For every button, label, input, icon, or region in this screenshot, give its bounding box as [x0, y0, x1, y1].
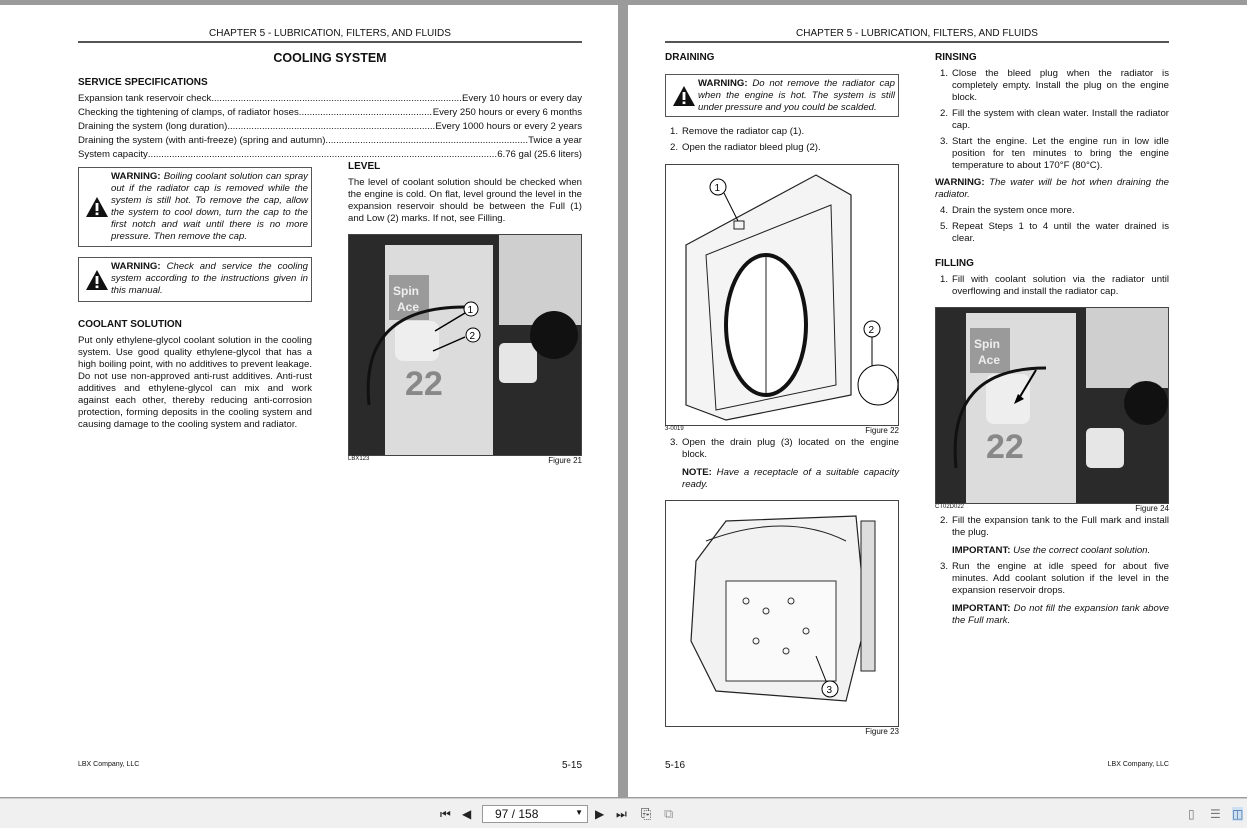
note-text: Have a receptacle of a suitable capacity ready.: [682, 467, 899, 490]
callout: 2: [469, 331, 476, 342]
last-page-icon[interactable]: ⏭: [616, 807, 627, 821]
step-text: Open the radiator bleed plug (2).: [682, 142, 821, 153]
step-text: Open the drain plug (3) located on the engine block.: [682, 437, 899, 460]
photo-label: Ace: [397, 300, 420, 314]
spec-row: [78, 120, 582, 134]
step-text: Drain the system once more.: [952, 205, 1075, 216]
fit-icon[interactable]: ⧉: [664, 806, 674, 821]
figure-21-caption: [348, 456, 582, 465]
filling-steps-rest: [935, 515, 1169, 627]
step-number: 4.: [939, 205, 948, 216]
figure-23-drawing: [665, 500, 899, 727]
figure-24-photo: [935, 307, 1169, 504]
step-text: Close the bleed plug when the radiator is completely empty. Install the plug on the engine block.: [952, 68, 1169, 103]
spec-label: System capacity: [78, 149, 148, 160]
list-item: [935, 205, 1169, 217]
chapter-header: CHAPTER 5 - LUBRICATION, FILTERS, AND FLUIDS: [665, 28, 1169, 43]
figure-code: LBX123: [348, 456, 370, 462]
figure-code: 3-0019: [665, 426, 684, 432]
step-number: 3.: [939, 561, 948, 572]
figure-caption: Figure 22: [865, 426, 899, 435]
rinsing-steps: [935, 68, 1169, 245]
page-number: 5-15: [561, 760, 582, 771]
page-title: COOLING SYSTEM: [273, 51, 387, 65]
draining-step-3: [665, 437, 899, 491]
spec-label: Draining the system (long duration): [78, 121, 228, 132]
figure-24-caption: [935, 504, 1169, 513]
photo-label: 22: [405, 365, 443, 403]
step-text: Remove the radiator cap (1).: [682, 126, 805, 137]
figure-caption: Figure 24: [1135, 504, 1169, 513]
photo-label: Ace: [978, 353, 1001, 367]
footer-company: LBX Company, LLC: [1107, 761, 1169, 768]
step-text: Run the engine at idle speed for about five minutes. Add coolant solution if the level in the expansion reservoir drops.: [952, 561, 1169, 596]
step-number: 5.: [939, 221, 948, 232]
filling-heading: FILLING: [935, 258, 974, 269]
spec-value: Every 1000 hours or every 2 years: [435, 121, 582, 132]
callout: 1: [714, 183, 721, 194]
list-item: [665, 126, 899, 138]
next-page-icon[interactable]: ▶: [595, 807, 605, 821]
figure-23-caption: [665, 727, 899, 736]
callout: 2: [868, 325, 875, 336]
photo-label: 22: [986, 428, 1024, 466]
list-item: [935, 136, 1169, 172]
warning-box: [78, 257, 312, 302]
first-page-icon[interactable]: ⏮: [440, 807, 451, 821]
step-number: 2.: [939, 108, 948, 119]
warning-triangle-icon: [83, 171, 111, 243]
photo-label: Spin: [974, 337, 1000, 351]
right-page: [628, 5, 1247, 797]
specs-list: [78, 92, 582, 162]
list-item: [935, 68, 1169, 104]
spec-value: Every 250 hours or every 6 months: [432, 107, 582, 118]
warning-text: Check and service the cooling system according to the instructions given in this manual.: [111, 261, 308, 296]
spec-label: Expansion tank reservoir check: [78, 93, 212, 104]
step-number: 1.: [939, 68, 948, 79]
step-text: Fill the expansion tank to the Full mark and install the plug.: [952, 515, 1169, 538]
left-page: [0, 5, 618, 797]
important-label: IMPORTANT:: [952, 545, 1011, 556]
step-text: Repeat Steps 1 to 4 until the water drained is clear.: [952, 221, 1169, 244]
figure-22-caption: [665, 426, 899, 435]
chevron-down-icon[interactable]: ▼: [575, 808, 583, 817]
figure-22-drawing: [665, 164, 899, 426]
list-item: [665, 142, 899, 154]
spec-value: Every 10 hours or every day: [462, 93, 582, 104]
spec-row: [78, 148, 582, 162]
warning-text: The water will be hot when draining the radiator.: [935, 177, 1169, 200]
step-number: 1.: [939, 274, 948, 285]
rinsing-warning: [935, 177, 1169, 201]
page-selector[interactable]: [482, 805, 588, 823]
figure-code: CT02D022: [935, 504, 965, 510]
spec-row: [78, 134, 582, 148]
important-text: Use the correct coolant solution.: [1013, 545, 1151, 556]
figure-caption: Figure 21: [548, 456, 582, 465]
warning-box: [665, 74, 899, 117]
list-item: [935, 221, 1169, 245]
important-note: [952, 545, 1169, 557]
coolant-heading: COOLANT SOLUTION: [78, 319, 182, 330]
step-number: 2.: [939, 515, 948, 526]
draining-heading: DRAINING: [665, 52, 715, 63]
coolant-text: Put only ethylene-glycol coolant solution in the cooling system. Use good quality ethylene-glycol that has a high boiling point, with no additives to prevent leakage. Do not use non-approved anti-rust additives. Anti-rust additives and ethylene-glycol can mix and work against each other, thereby reducing anti-corrosion protection, forming deposits in the cooling system and causing damage to the cooling system and radiator.: [78, 335, 312, 430]
step-number: 3.: [939, 136, 948, 147]
spec-value: Twice a year: [528, 135, 582, 146]
filling-step-1: [935, 274, 1169, 298]
warning-label: WARNING:: [935, 177, 985, 188]
list-item: [935, 274, 1169, 298]
important-text: Do not fill the expansion tank above the Full mark.: [952, 603, 1169, 626]
previous-page-icon[interactable]: ◀: [462, 807, 472, 821]
spec-label: Checking the tightening of clamps, of radiator hoses: [78, 107, 299, 118]
step-number: 1.: [669, 126, 678, 137]
warning-label: WARNING:: [111, 261, 161, 272]
warning-text: Boiling coolant solution can spray out if the radiator cap is removed while the system is still hot. To remove the cap, allow the system to cool down, turn the cap to the first notch and wait until there is no more pressure. Then remove the cap.: [111, 171, 308, 242]
rinsing-heading: RINSING: [935, 52, 977, 63]
callout: 1: [467, 305, 474, 316]
continuous-icon[interactable]: ☰: [1210, 807, 1221, 821]
viewer-toolbar: [0, 798, 1247, 828]
list-item: [665, 437, 899, 461]
spec-label: Draining the system (with anti-freeze) (spring and autumn): [78, 135, 326, 146]
step-text: Fill the system with clean water. Install the radiator cap.: [952, 108, 1169, 131]
warning-box: [78, 167, 312, 247]
page-indicator: 97 / 158: [495, 807, 539, 821]
warning-triangle-icon: [670, 78, 698, 113]
chapter-header: CHAPTER 5 - LUBRICATION, FILTERS, AND FLUIDS: [78, 28, 582, 43]
list-item: [935, 108, 1169, 132]
step-number: 2.: [669, 142, 678, 153]
draining-steps: [665, 126, 899, 154]
step-text: Start the engine. Let the engine run in low idle position for ten minutes to bring the engine temperature to about 170°F (80°C).: [952, 136, 1169, 171]
rotate-icon[interactable]: ⎘: [641, 806, 652, 821]
spec-row: [78, 106, 582, 120]
spec-row: [78, 92, 582, 106]
figure-21-photo: [348, 234, 582, 456]
important-note: [952, 603, 1169, 627]
warning-text: Do not remove the radiator cap when the engine is hot. The system is still under pressure and you could be scalded.: [698, 78, 895, 113]
spec-value: 6.76 gal (25.6 liters): [497, 149, 582, 160]
specs-heading: SERVICE SPECIFICATIONS: [78, 77, 208, 88]
list-item: [935, 561, 1169, 597]
step-number: 3.: [669, 437, 678, 448]
warning-label: WARNING:: [698, 78, 748, 89]
photo-label: Spin: [393, 284, 419, 298]
two-page-icon[interactable]: ◫: [1232, 807, 1244, 821]
important-label: IMPORTANT:: [952, 603, 1011, 614]
warning-triangle-icon: [83, 261, 111, 298]
note-label: NOTE:: [682, 467, 712, 478]
warning-label: WARNING:: [111, 171, 161, 182]
figure-caption: Figure 23: [865, 727, 899, 736]
single-page-icon[interactable]: ▯: [1188, 807, 1195, 821]
level-heading: LEVEL: [348, 161, 381, 172]
footer-company: LBX Company, LLC: [78, 761, 140, 768]
page-number: 5-16: [665, 760, 686, 771]
callout: 3: [826, 685, 833, 696]
note: [682, 467, 899, 491]
list-item: [935, 515, 1169, 539]
step-text: Fill with coolant solution via the radiator until overflowing and install the radiator cap.: [952, 274, 1169, 297]
level-text: The level of coolant solution should be checked when the engine is cold. On flat, level ground the level in the expansion reservoir should be between the Full (1) and Low (2) marks. If not, see Filling.: [348, 177, 582, 224]
